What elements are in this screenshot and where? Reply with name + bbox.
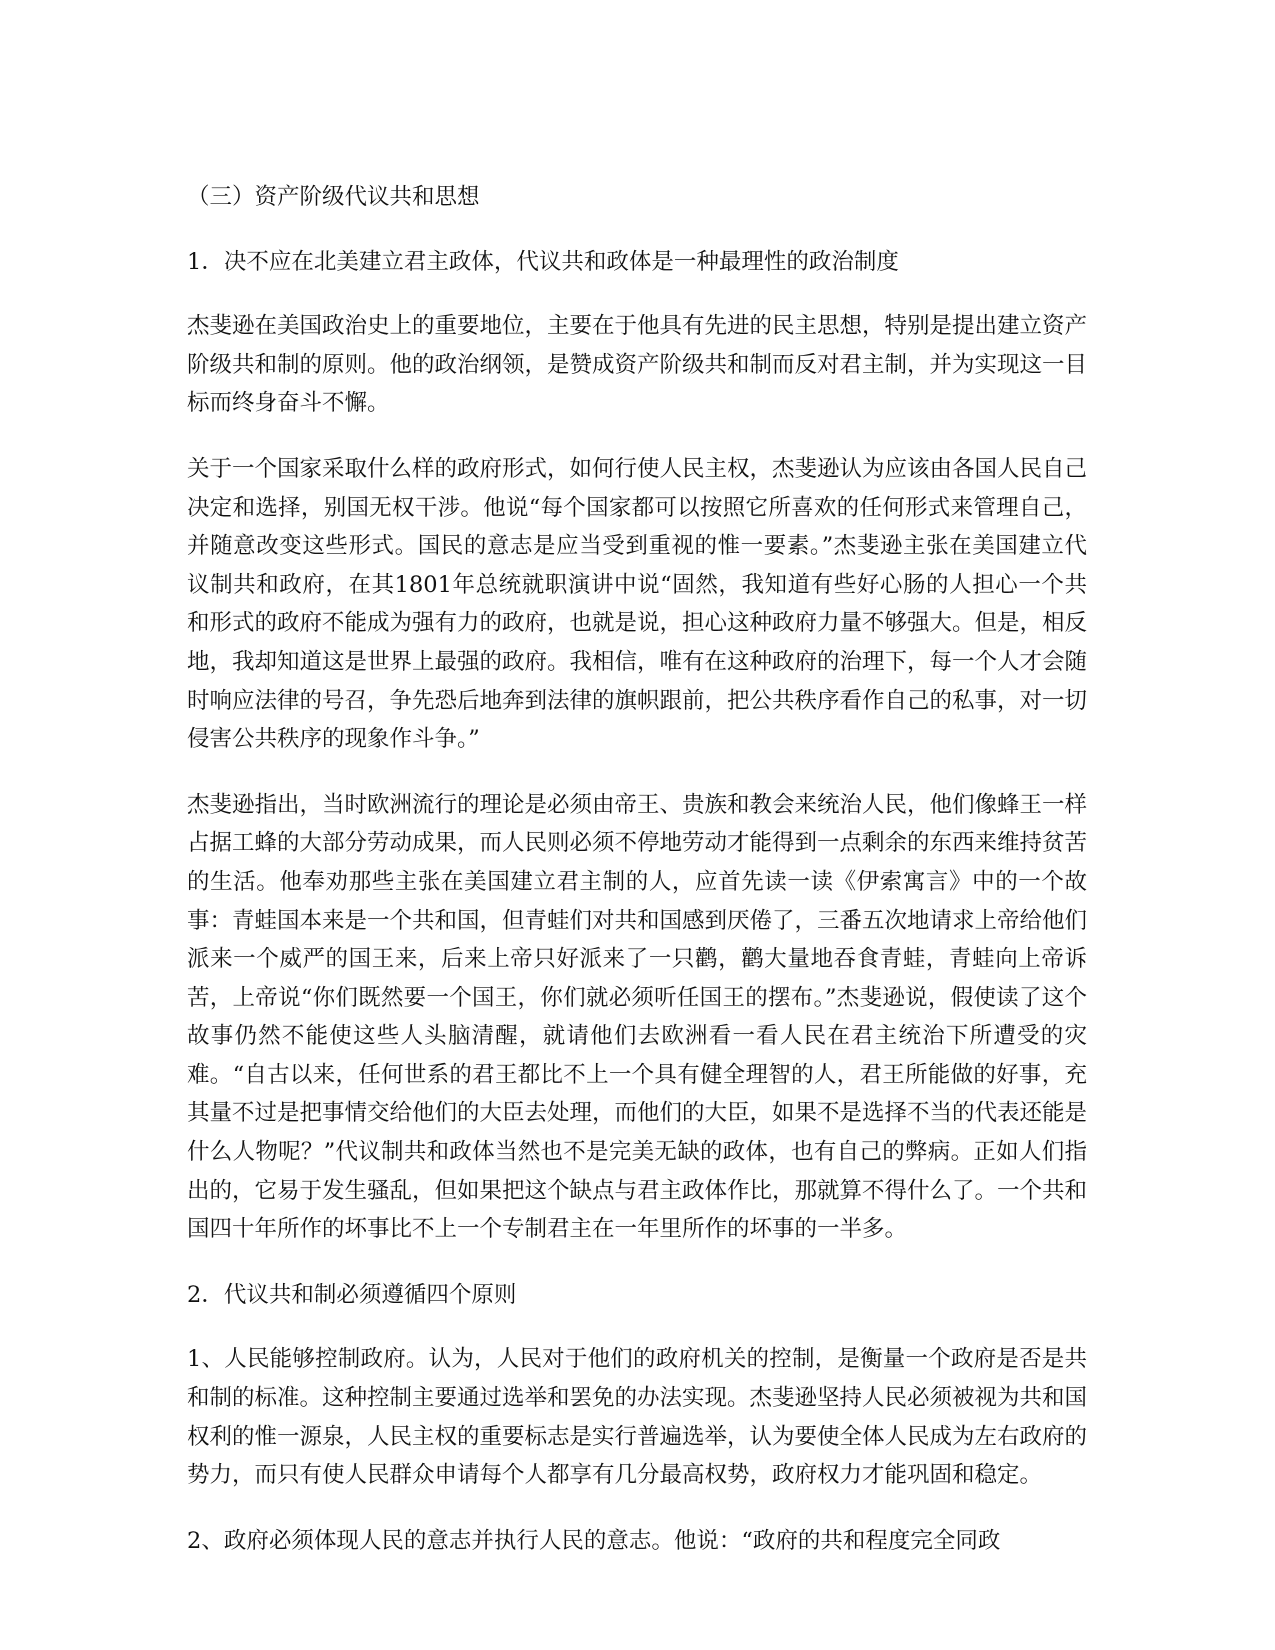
- paragraph: 1、人民能够控制政府。认为，人民对于他们的政府机关的控制，是衡量一个政府是否是共和制的标准。这种控制主要通过选举和罢免的办法实现。杰斐逊坚持人民必须被视为共和国权利的惟一源泉，人民主权的重要标志是实行普遍选举，认为要使全体人民成为左右政府的势力，而只有使人民群众申请每个人都享有几分最高权势，政府权力才能巩固和稳定。: [187, 1346, 1088, 1489]
- section-heading: （三）资产阶级代议共和思想: [187, 184, 480, 210]
- sub-heading-2: 2．代议共和制必须遵循四个原则: [187, 1281, 517, 1308]
- paragraph: 杰斐逊在美国政治史上的重要地位，主要在于他具有先进的民主思想，特别是提出建立资产阶级共和制的原则。他的政治纲领，是赞成资产阶级共和制而反对君主制，并为实现这一目标而终身奋斗不懈。: [187, 313, 1088, 417]
- sub-heading-1: 1．决不应在北美建立君主政体，代议共和政体是一种最理性的政治制度: [187, 248, 899, 275]
- paragraph: 关于一个国家采取什么样的政府形式，如何行使人民主权，杰斐逊认为应该由各国人民自己决定和选择，别国无权干涉。他说“每个国家都可以按照它所喜欢的任何形式来管理自己，并随意改变这些形式。国民的意志是应当受到重视的惟一要素。”杰斐逊主张在美国建立代议制共和政府，在其1801年总统就职演讲中说“固然，我知道有些好心肠的人担心一个共和形式的政府不能成为强有力的政府，也就是说，担心这种政府力量不够强大。但是，相反地，我却知道这是世界上最强的政府。我相信，唯有在这种政府的治理下，每一个人才会随时响应法律的号召，争先恐后地奔到法律的旗帜跟前，把公共秩序看作自己的私事，对一切侵害公共秩序的现象作斗争。”: [187, 455, 1088, 753]
- document-page: [187, 178, 1087, 1587]
- paragraph: 杰斐逊指出，当时欧洲流行的理论是必须由帝王、贵族和教会来统治人民，他们像蜂王一样占据工蜂的大部分劳动成果，而人民则必须不停地劳动才能得到一点剩余的东西来维持贫苦的生活。他奉劝那些主张在美国建立君主制的人，应首先读一读《伊索寓言》中的一个故事：青蛙国本来是一个共和国，但青蛙们对共和国感到厌倦了，三番五次地请求上帝给他们派来一个威严的国王来，后来上帝只好派来了一只鹳，鹳大量地吞食青蛙，青蛙向上帝诉苦，上帝说“你们既然要一个国王，你们就必须听任国王的摆布。”杰斐逊说，假使读了这个故事仍然不能使这些人头脑清醒，就请他们去欧洲看一看人民在君主统治下所遭受的灾难。“自古以来，任何世系的君王都比不上一个具有健全理智的人，君王所能做的好事，充其量不过是把事情交给他们的大臣去处理，而他们的大臣，如果不是选择不当的代表还能是什么人物呢？”代议制共和政体当然也不是完美无缺的政体，也有自己的弊病。正如人们指出的，它易于发生骚乱，但如果把这个缺点与君主政体作比，那就算不得什么了。一个共和国四十年所作的坏事比不上一个专制君主在一年里所作的坏事的一半多。: [187, 791, 1088, 1243]
- paragraph: 2、政府必须体现人民的意志并执行人民的意志。他说：“政府的共和程度完全同政: [187, 1527, 1001, 1554]
